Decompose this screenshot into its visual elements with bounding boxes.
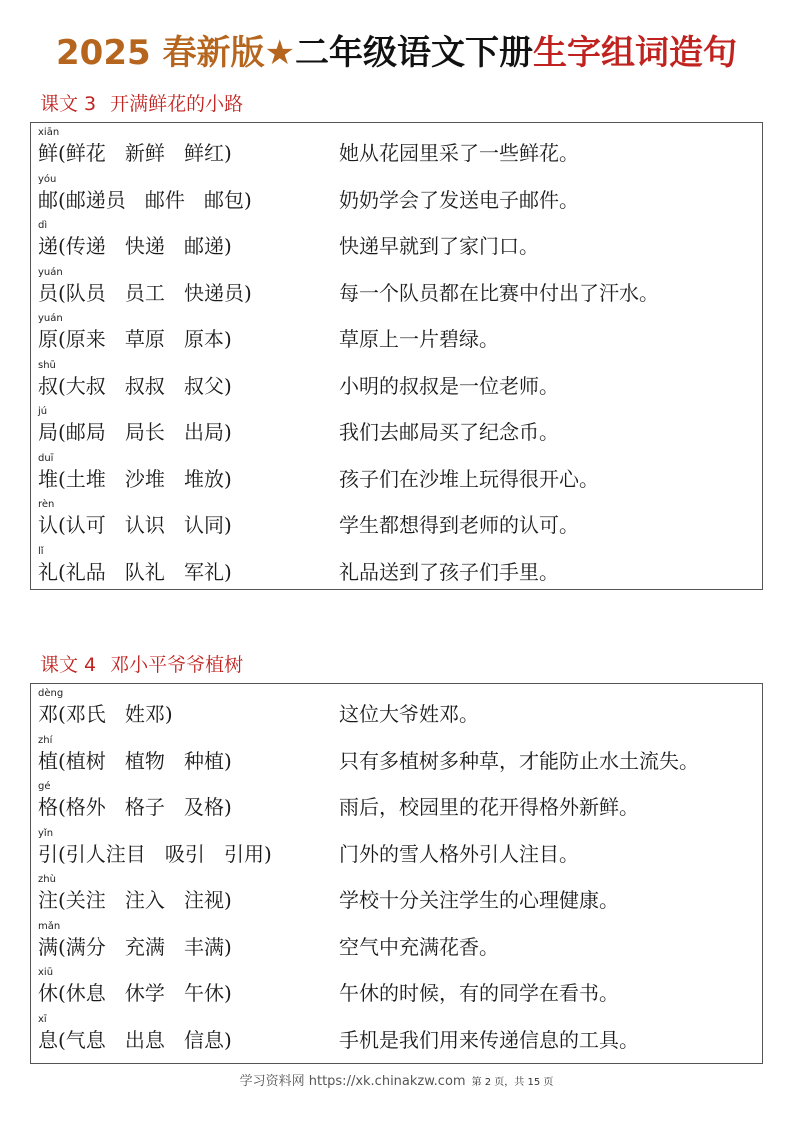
vocab-row — [31, 781, 762, 827]
vocab-row — [31, 735, 762, 781]
character-words: 息(气息 出息 信息) — [38, 1027, 232, 1052]
pinyin: xiān — [38, 127, 60, 138]
example-sentence: 这位大爷姓邓。 — [339, 702, 479, 726]
pinyin: yuán — [38, 313, 63, 324]
character-words: 注(关注 注入 注视) — [38, 888, 232, 912]
pinyin: zhí — [38, 734, 53, 746]
vocab-row — [31, 313, 762, 359]
example-sentence: 小明的叔叔是一位老师。 — [339, 373, 559, 398]
pinyin: rèn — [38, 499, 55, 510]
lesson-number: 课文 3 — [40, 93, 97, 115]
character-words: 叔(大叔 叔叔 叔父) — [38, 373, 232, 398]
character-words: 原(原来 草原 原本) — [38, 327, 232, 351]
vocab-row — [31, 688, 762, 734]
example-sentence: 只有多植树多种草，才能防止水土流失。 — [339, 748, 699, 773]
character-words: 员(队员 员工 快递员) — [38, 280, 252, 305]
example-sentence: 奶奶学会了发送电子邮件。 — [339, 187, 579, 212]
character-words: 递(传递 快递 邮递) — [38, 234, 232, 258]
vocab-row — [31, 220, 762, 266]
pinyin: gé — [38, 781, 51, 792]
example-sentence: 午休的时候，有的同学在看书。 — [339, 981, 619, 1005]
vocab-row — [31, 453, 762, 499]
example-sentence: 礼品送到了孩子们手里。 — [339, 559, 559, 584]
example-sentence: 快递早就到了家门口。 — [339, 234, 539, 258]
vocab-row — [31, 499, 762, 545]
vocab-row — [31, 921, 762, 967]
pinyin: duī — [38, 452, 54, 464]
example-sentence: 手机是我们用来传递信息的工具。 — [339, 1027, 639, 1052]
page-title — [0, 30, 793, 76]
vocab-table — [30, 122, 763, 590]
example-sentence: 草原上一片碧绿。 — [339, 327, 499, 351]
pinyin: xiū — [38, 967, 54, 978]
title-main: 二年级语文下册 — [294, 33, 533, 73]
vocab-row — [31, 967, 762, 1013]
vocab-row — [31, 360, 762, 406]
character-words: 鲜(鲜花 新鲜 鲜红) — [38, 141, 232, 165]
lesson-heading — [40, 652, 243, 678]
character-words: 休(休息 休学 午休) — [38, 981, 232, 1005]
pinyin: lǐ — [38, 545, 44, 557]
vocab-table — [30, 683, 763, 1064]
character-words: 引(引人注目 吸引 引用) — [38, 841, 272, 866]
character-words: 认(认可 认识 认同) — [38, 513, 232, 537]
example-sentence: 她从花园里采了一些鲜花。 — [339, 141, 579, 165]
title-year: 2025 — [56, 33, 151, 73]
pinyin: zhù — [38, 874, 56, 885]
example-sentence: 空气中充满花香。 — [339, 934, 499, 959]
watermark-text: 学习资料网 https://xk.chinakzw.com — [239, 1074, 466, 1089]
vocab-row — [31, 174, 762, 220]
vocab-row — [31, 1014, 762, 1060]
vocab-row — [31, 546, 762, 592]
pinyin: yuán — [38, 266, 63, 278]
character-words: 局(邮局 局长 出局) — [38, 420, 232, 444]
character-words: 植(植树 植物 种植) — [38, 748, 232, 773]
character-words: 邮(邮递员 邮件 邮包) — [38, 187, 252, 212]
vocab-row — [31, 267, 762, 313]
title-edition: 春新版 — [162, 33, 265, 73]
character-words: 礼(礼品 队礼 军礼) — [38, 559, 232, 584]
character-words: 格(格外 格子 及格) — [38, 795, 232, 819]
example-sentence: 学生都想得到老师的认可。 — [339, 513, 579, 537]
example-sentence: 学校十分关注学生的心理健康。 — [339, 888, 619, 912]
pinyin: dèng — [38, 688, 64, 699]
lesson-name: 邓小平爷爷植树 — [110, 654, 244, 676]
pinyin: mǎn — [38, 920, 61, 932]
vocab-row — [31, 874, 762, 920]
page-footer — [0, 1070, 793, 1089]
pinyin: yǐn — [38, 827, 54, 839]
example-sentence: 每一个队员都在比赛中付出了汗水。 — [339, 280, 659, 305]
vocab-row — [31, 406, 762, 452]
star-icon: ★ — [264, 33, 295, 73]
title-highlight: 生字组词造句 — [532, 33, 737, 73]
character-words: 满(满分 充满 丰满) — [38, 934, 232, 959]
pinyin: dì — [38, 220, 48, 231]
page-number: 第 2 页，共 15 页 — [471, 1077, 554, 1088]
lesson-heading — [40, 91, 243, 117]
example-sentence: 我们去邮局买了纪念币。 — [339, 420, 559, 444]
example-sentence: 门外的雪人格外引人注目。 — [339, 841, 579, 866]
pinyin: xī — [38, 1013, 47, 1025]
lesson-name: 开满鲜花的小路 — [110, 93, 244, 115]
example-sentence: 孩子们在沙堆上玩得很开心。 — [339, 466, 599, 491]
vocab-row — [31, 828, 762, 874]
vocab-row — [31, 127, 762, 173]
character-words: 堆(土堆 沙堆 堆放) — [38, 466, 232, 491]
lesson-number: 课文 4 — [40, 654, 97, 676]
pinyin: yóu — [38, 173, 57, 185]
pinyin: shū — [38, 359, 56, 371]
character-words: 邓(邓氏 姓邓) — [38, 702, 173, 726]
pinyin: jú — [38, 406, 48, 417]
example-sentence: 雨后，校园里的花开得格外新鲜。 — [339, 795, 639, 819]
